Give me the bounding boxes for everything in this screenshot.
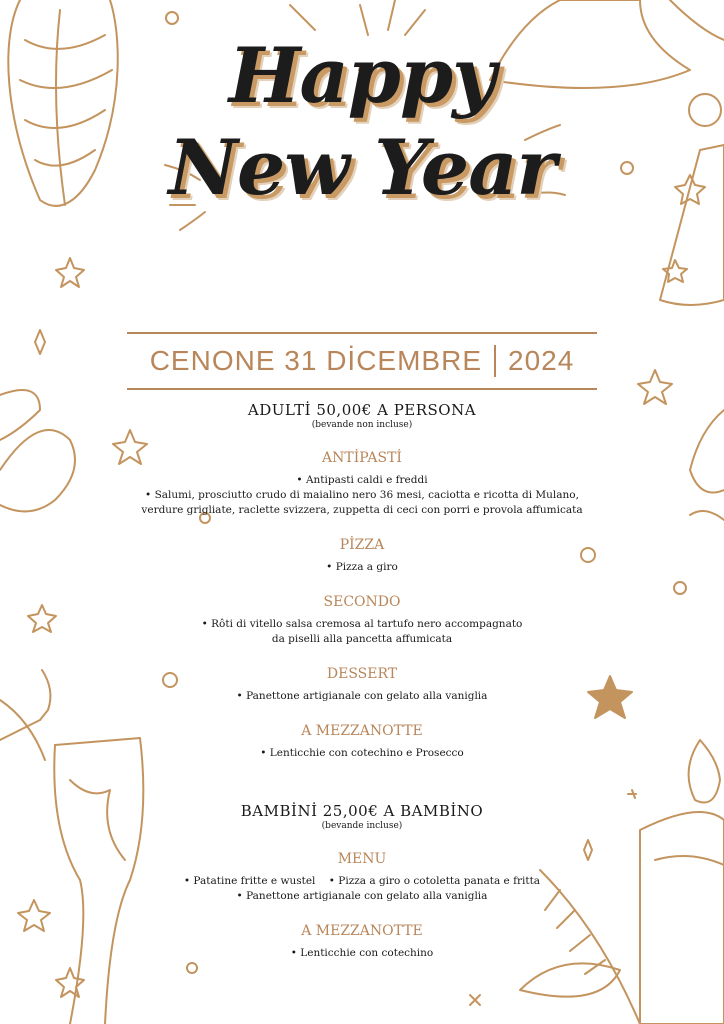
section-heading-antipasti: ANTİPASTİ bbox=[322, 450, 402, 466]
menu-item: • Patatine fritte e wustel • Pizza a giro o cotoletta panata e fritta bbox=[183, 875, 541, 887]
ribbon-icon bbox=[0, 390, 75, 511]
section-heading-secondo: SECONDO bbox=[323, 594, 401, 610]
section-heading-pizza: PİZZA bbox=[339, 537, 385, 553]
menu-item: • Salumi, prosciutto crudo di maialino nero 36 mesi, caciotta e ricotta di Mulano, bbox=[145, 489, 579, 501]
children-price: BAMBİNİ 25,00€ A BAMBİNO bbox=[240, 802, 484, 820]
menu-item: • Antipasti caldi e freddi bbox=[296, 474, 428, 486]
menu-item: • Rôti di vitello salsa cremosa al tartufo nero accompagnato bbox=[201, 618, 523, 630]
menu-item: da piselli alla pancetta affumicata bbox=[271, 633, 453, 645]
menu-item: verdure grigliate, raclette svizzera, zuppetta di ceci con porri e provola affumicata bbox=[141, 504, 583, 516]
candle-icon bbox=[640, 740, 724, 1024]
section-heading-menu: MENU bbox=[337, 851, 387, 867]
section-heading-mezzanotte: A MEZZANOTTE bbox=[301, 723, 423, 739]
spacer bbox=[90, 761, 634, 801]
section-heading-mezzanotte-children: A MEZZANOTTE bbox=[301, 923, 423, 939]
menu-item: • Panettone artigianale con gelato alla vaniglia bbox=[236, 890, 488, 902]
adults-note: (bevande non incluse) bbox=[311, 420, 413, 430]
menu-body bbox=[90, 400, 634, 961]
children-note: (bevande incluse) bbox=[321, 821, 403, 831]
title-line-1: Happy bbox=[228, 31, 496, 120]
menu-item: • Lenticchie con cotechino e Prosecco bbox=[260, 747, 464, 759]
section-heading-dessert: DESSERT bbox=[326, 666, 398, 682]
event-year: 2024 bbox=[508, 345, 575, 376]
happy-new-year-title bbox=[0, 30, 724, 214]
menu-item: • Panettone artigianale con gelato alla vaniglia bbox=[236, 690, 488, 702]
menu-item: • Pizza a giro bbox=[326, 561, 398, 573]
event-name: CENONE 31 DİCEMBRE bbox=[149, 345, 482, 376]
headline-divider bbox=[494, 345, 496, 377]
menu-item: • Lenticchie con cotechino bbox=[290, 947, 434, 959]
adults-price: ADULTİ 50,00€ A PERSONA bbox=[247, 401, 477, 419]
title-line-2: New Year bbox=[168, 123, 556, 212]
event-headline bbox=[127, 332, 597, 390]
